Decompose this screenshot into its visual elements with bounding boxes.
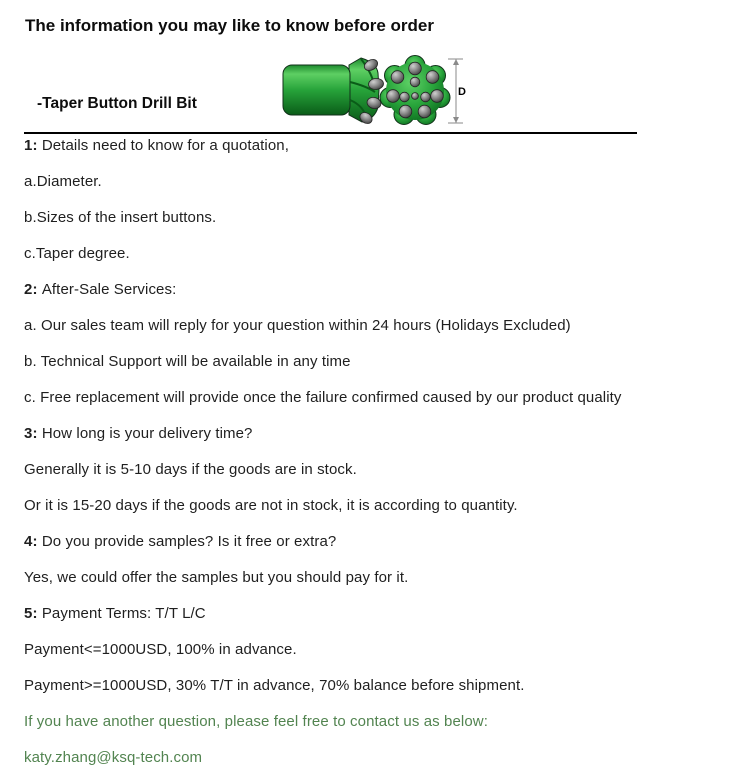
paragraph: b. Technical Support will be available in any time [24, 353, 351, 370]
paragraph: b.Sizes of the insert buttons. [24, 209, 217, 226]
drill-bit-image [278, 52, 483, 130]
paragraph-number: 4: [24, 533, 42, 550]
paragraph: Payment<=1000USD, 100% in advance. [24, 641, 297, 658]
document-body [24, 128, 740, 772]
paragraph: 2: After-Sale Services: [24, 281, 177, 298]
paragraph: a. Our sales team will reply for your question within 24 hours (Holidays Excluded) [24, 317, 571, 334]
paragraph: c. Free replacement will provide once the failure confirmed caused by our product quality [24, 389, 622, 406]
paragraph-number: 5: [24, 605, 42, 622]
paragraph: c.Taper degree. [24, 245, 130, 262]
paragraph-number: 1: [24, 137, 42, 154]
paragraph: 1: Details need to know for a quotation, [24, 137, 289, 154]
paragraph: If you have another question, please feel free to contact us as below: [24, 713, 488, 730]
product-subtitle: -Taper Button Drill Bit [37, 95, 197, 112]
paragraph-number: 2: [24, 281, 42, 298]
page-title: The information you may like to know before order [25, 16, 435, 35]
diameter-dimension-line [448, 59, 466, 123]
contact-email: katy.zhang@ksq-tech.com [24, 749, 203, 766]
paragraph-number: 3: [24, 425, 42, 442]
paragraph: Yes, we could offer the samples but you should pay for it. [24, 569, 409, 586]
paragraph: Generally it is 5-10 days if the goods are in stock. [24, 461, 357, 478]
paragraph: 5: Payment Terms: T/T L/C [24, 605, 206, 622]
paragraph: 4: Do you provide samples? Is it free or extra? [24, 533, 337, 550]
drill-bit-side-view [283, 57, 384, 125]
paragraph: a.Diameter. [24, 173, 102, 190]
paragraph: Or it is 15-20 days if the goods are not in stock, it is according to quantity. [24, 497, 518, 514]
dimension-label: D [458, 86, 466, 98]
paragraph: Payment>=1000USD, 30% T/T in advance, 70% balance before shipment. [24, 677, 525, 694]
drill-bit-front-view [380, 56, 450, 125]
paragraph: 3: How long is your delivery time? [24, 425, 253, 442]
